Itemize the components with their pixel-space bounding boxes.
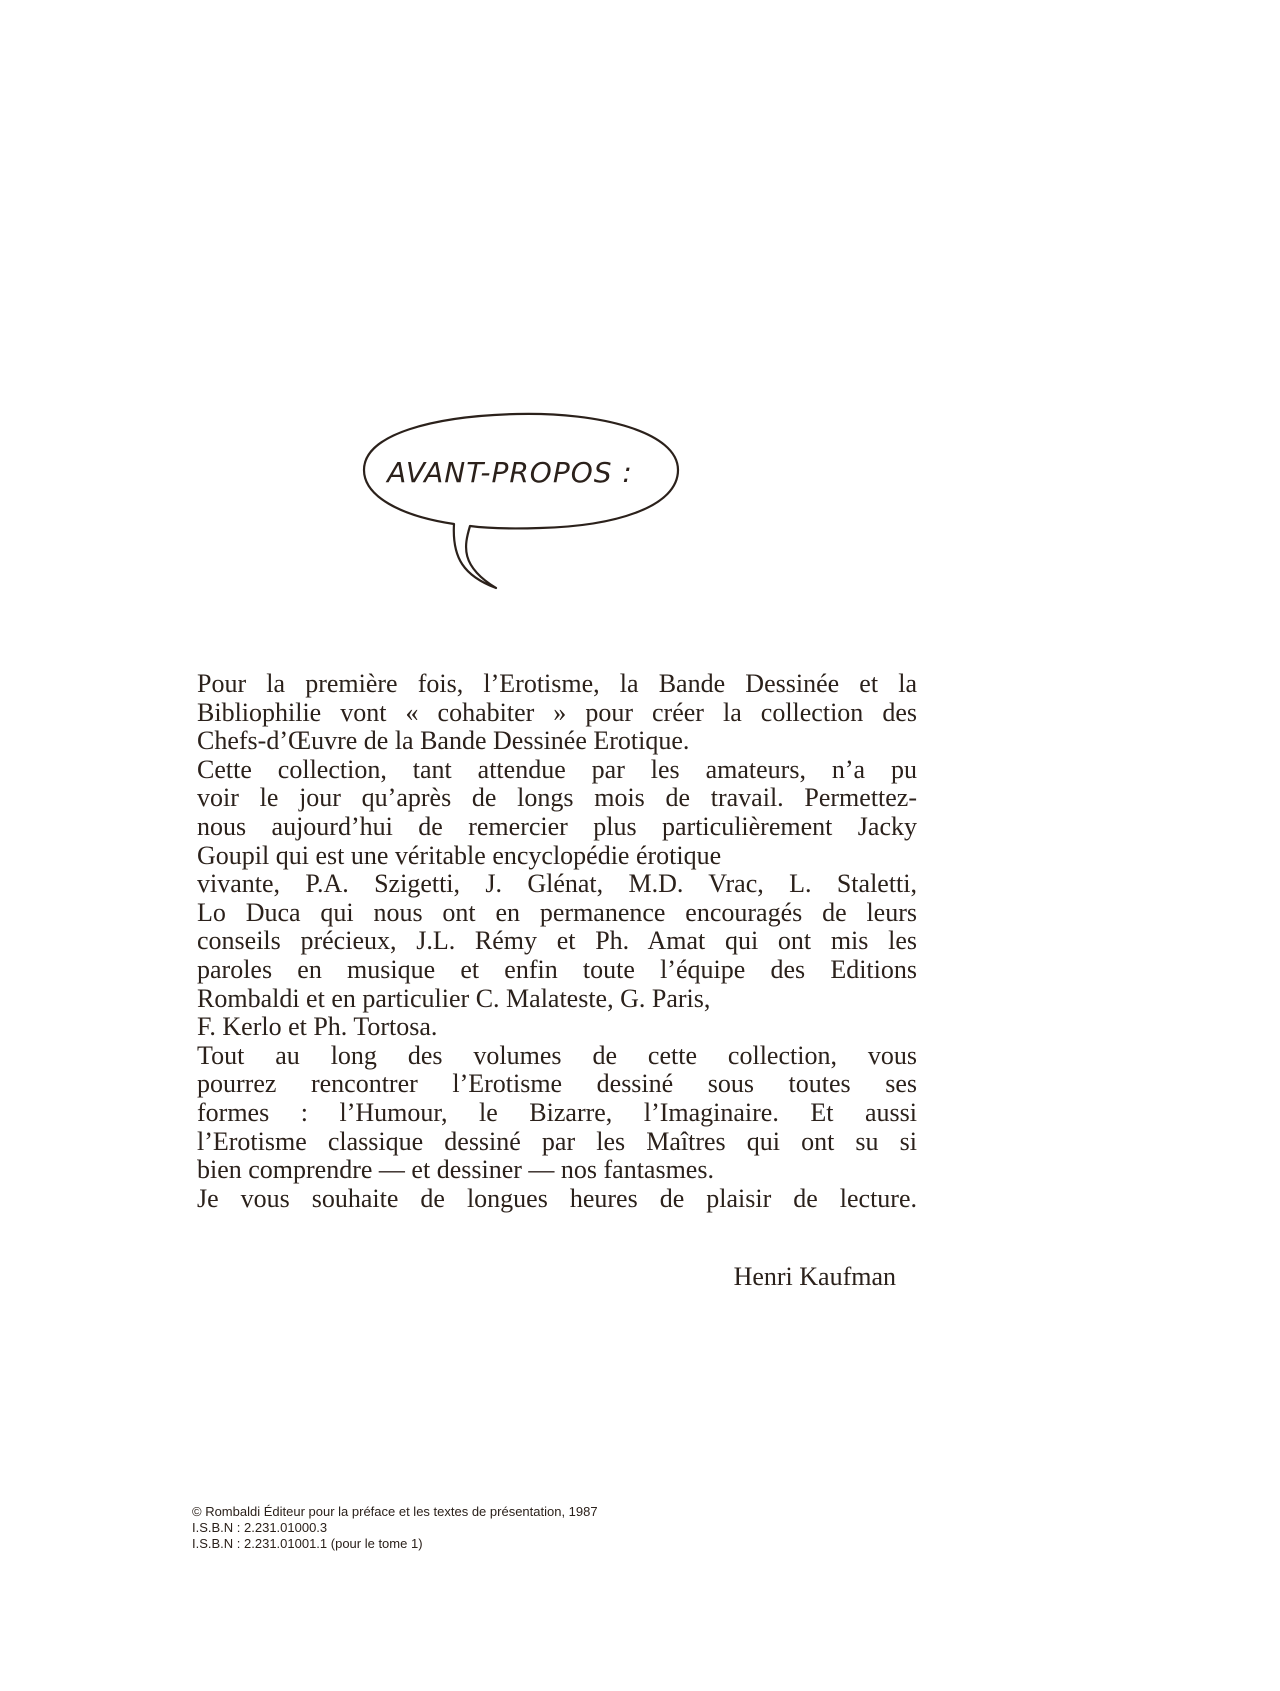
copyright-line: © Rombaldi Éditeur pour la préface et les textes de présentation, 1987 (192, 1504, 598, 1519)
text-line: pourrez rencontrer l’Erotisme dessiné sous toutes ses (197, 1069, 917, 1099)
text-line: Cette collection, tant attendue par les amateurs, n’a pu (197, 754, 917, 784)
isbn-line: I.S.B.N : 2.231.01000.3 (192, 1520, 328, 1535)
text-line: Tout au long des volumes de cette collection, vous (197, 1040, 917, 1070)
preface-text (197, 670, 917, 1213)
author-signature: Henri Kaufman (733, 1262, 896, 1291)
text-line: Bibliophilie vont « cohabiter » pour créer la collection des (197, 697, 917, 727)
text-line: Goupil qui est une véritable encyclopédie érotique (197, 840, 722, 870)
speech-bubble-outline (360, 408, 680, 592)
text-line: vivante, P.A. Szigetti, J. Glénat, M.D. Vrac, L. Staletti, (197, 869, 917, 899)
text-line: Je vous souhaite de longues heures de plaisir de lecture. (197, 1183, 917, 1213)
text-line: F. Kerlo et Ph. Tortosa. (197, 1012, 438, 1042)
text-line: conseils précieux, J.L. Rémy et Ph. Amat qui ont mis les (197, 926, 917, 956)
bubble-title: AVANT-PROPOS : (387, 456, 633, 489)
colophon (192, 1504, 752, 1552)
isbn-line: I.S.B.N : 2.231.01001.1 (pour le tome 1) (192, 1536, 423, 1551)
text-line: bien comprendre — et dessiner — nos fantasmes. (197, 1155, 714, 1185)
text-line: Rombaldi et en particulier C. Malateste, G. Paris, (197, 983, 711, 1013)
text-line: l’Erotisme classique dessiné par les Maîtres qui ont su si (197, 1126, 917, 1156)
text-line: paroles en musique et enfin toute l’équipe des Editions (197, 954, 917, 984)
text-line: nous aujourd’hui de remercier plus particulièrement Jacky (197, 811, 917, 841)
text-line: voir le jour qu’après de longs mois de travail. Permettez- (197, 783, 917, 813)
text-line: formes : l’Humour, le Bizarre, l’Imaginaire. Et aussi (197, 1097, 917, 1127)
text-line: Chefs-d’Œuvre de la Bande Dessinée Erotique. (197, 726, 690, 756)
text-line: Lo Duca qui nous ont en permanence encouragés de leurs (197, 897, 917, 927)
text-line: Pour la première fois, l’Erotisme, la Bande Dessinée et la (197, 669, 917, 698)
speech-bubble (360, 408, 680, 592)
